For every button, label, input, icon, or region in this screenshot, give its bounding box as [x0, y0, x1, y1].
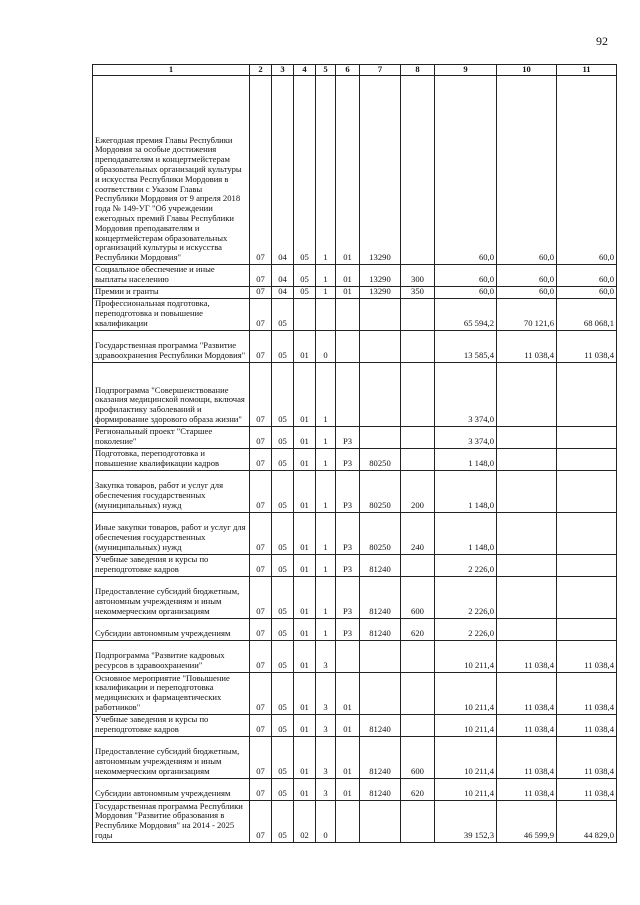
- value-cell-col-4: 02: [294, 800, 316, 842]
- value-cell-col-8: 600: [401, 736, 435, 778]
- table-row: [93, 618, 617, 640]
- value-cell-col-11: 44 829,0: [557, 800, 617, 842]
- value-cell-col-7: 81240: [360, 554, 401, 576]
- row-name-cell: Профессиональная подготовка, переподготовка и повышение квалификации: [93, 298, 250, 330]
- value-cell-col-3: 04: [272, 76, 294, 265]
- value-cell-col-4: 01: [294, 714, 316, 736]
- value-cell-col-5: 1: [316, 618, 336, 640]
- value-cell-col-8: [401, 76, 435, 265]
- value-cell-col-6: P3: [336, 618, 360, 640]
- value-cell-col-8: [401, 362, 435, 426]
- column-header-9: 9: [435, 65, 497, 76]
- value-cell-col-7: 13290: [360, 287, 401, 299]
- table-row: [93, 672, 617, 714]
- value-cell-col-10: 11 038,4: [497, 778, 557, 800]
- value-cell-col-10: [497, 576, 557, 618]
- table-header-row: [93, 65, 617, 76]
- row-name-cell: Иные закупки товаров, работ и услуг для обеспечения государственных (муниципальных) нужд: [93, 512, 250, 554]
- value-cell-col-5: 1: [316, 287, 336, 299]
- value-cell-col-5: 3: [316, 672, 336, 714]
- value-cell-col-4: [294, 298, 316, 330]
- table-row: [93, 448, 617, 470]
- value-cell-col-4: 01: [294, 470, 316, 512]
- value-cell-col-2: 07: [250, 330, 272, 362]
- row-name-cell: Учебные заведения и курсы по переподготовке кадров: [93, 554, 250, 576]
- value-cell-col-9: 65 594,2: [435, 298, 497, 330]
- value-cell-col-10: [497, 362, 557, 426]
- value-cell-col-9: 2 226,0: [435, 618, 497, 640]
- value-cell-col-2: 07: [250, 426, 272, 448]
- row-name-cell: Государственная программа Республики Мордовия "Развитие образования в Республике Мордовия" на 2014 - 2025 годы: [93, 800, 250, 842]
- value-cell-col-10: 46 599,9: [497, 800, 557, 842]
- value-cell-col-9: 10 211,4: [435, 672, 497, 714]
- value-cell-col-4: 01: [294, 330, 316, 362]
- value-cell-col-6: P3: [336, 554, 360, 576]
- column-header-4: 4: [294, 65, 316, 76]
- value-cell-col-6: 01: [336, 265, 360, 287]
- value-cell-col-3: 04: [272, 265, 294, 287]
- value-cell-col-4: 01: [294, 640, 316, 672]
- value-cell-col-5: 1: [316, 448, 336, 470]
- value-cell-col-5: 1: [316, 470, 336, 512]
- value-cell-col-9: 39 152,3: [435, 800, 497, 842]
- column-header-1: 1: [93, 65, 250, 76]
- value-cell-col-6: P3: [336, 576, 360, 618]
- value-cell-col-9: 3 374,0: [435, 362, 497, 426]
- row-name-cell: Государственная программа "Развитие здравоохранения Республики Мордовия": [93, 330, 250, 362]
- value-cell-col-2: 07: [250, 470, 272, 512]
- value-cell-col-8: [401, 448, 435, 470]
- value-cell-col-9: 10 211,4: [435, 736, 497, 778]
- value-cell-col-2: 07: [250, 714, 272, 736]
- value-cell-col-6: P3: [336, 470, 360, 512]
- value-cell-col-11: 11 038,4: [557, 714, 617, 736]
- value-cell-col-9: 1 148,0: [435, 512, 497, 554]
- value-cell-col-3: 05: [272, 714, 294, 736]
- table-row: [93, 76, 617, 265]
- value-cell-col-2: 07: [250, 265, 272, 287]
- value-cell-col-3: 05: [272, 426, 294, 448]
- table-row: [93, 362, 617, 426]
- value-cell-col-2: 07: [250, 362, 272, 426]
- value-cell-col-10: 11 038,4: [497, 640, 557, 672]
- value-cell-col-5: 3: [316, 640, 336, 672]
- value-cell-col-5: 1: [316, 76, 336, 265]
- row-name-cell: Подпрограмма "Совершенствование оказания медицинской помощи, включая профилактику заболеваний и формирование здорового образа жизни": [93, 362, 250, 426]
- value-cell-col-7: [360, 330, 401, 362]
- value-cell-col-2: 07: [250, 672, 272, 714]
- value-cell-col-7: [360, 640, 401, 672]
- value-cell-col-5: 1: [316, 265, 336, 287]
- column-header-10: 10: [497, 65, 557, 76]
- row-name-cell: Субсидии автономным учреждениям: [93, 618, 250, 640]
- row-name-cell: Социальное обеспечение и иные выплаты населению: [93, 265, 250, 287]
- table-row: [93, 470, 617, 512]
- row-name-cell: Премии и гранты: [93, 287, 250, 299]
- value-cell-col-2: 07: [250, 287, 272, 299]
- value-cell-col-2: 07: [250, 512, 272, 554]
- table-row: [93, 554, 617, 576]
- value-cell-col-4: 01: [294, 554, 316, 576]
- value-cell-col-6: P3: [336, 426, 360, 448]
- value-cell-col-3: 05: [272, 736, 294, 778]
- value-cell-col-9: 60,0: [435, 76, 497, 265]
- value-cell-col-10: [497, 426, 557, 448]
- value-cell-col-8: [401, 330, 435, 362]
- value-cell-col-4: 01: [294, 576, 316, 618]
- value-cell-col-2: 07: [250, 640, 272, 672]
- value-cell-col-4: 05: [294, 287, 316, 299]
- row-name-cell: Предоставление субсидий бюджетным, автономным учреждениям и иным некоммерческим организациям: [93, 576, 250, 618]
- value-cell-col-5: 3: [316, 778, 336, 800]
- value-cell-col-6: 01: [336, 76, 360, 265]
- column-header-5: 5: [316, 65, 336, 76]
- row-name-cell: Предоставление субсидий бюджетным, автономным учреждениям и иным некоммерческим организациям: [93, 736, 250, 778]
- column-header-2: 2: [250, 65, 272, 76]
- value-cell-col-6: [336, 330, 360, 362]
- value-cell-col-9: 10 211,4: [435, 640, 497, 672]
- value-cell-col-7: [360, 672, 401, 714]
- value-cell-col-9: 13 585,4: [435, 330, 497, 362]
- value-cell-col-8: 620: [401, 778, 435, 800]
- value-cell-col-6: 01: [336, 287, 360, 299]
- value-cell-col-11: 60,0: [557, 265, 617, 287]
- value-cell-col-3: 05: [272, 448, 294, 470]
- value-cell-col-10: 11 038,4: [497, 672, 557, 714]
- value-cell-col-8: 200: [401, 470, 435, 512]
- value-cell-col-2: 07: [250, 576, 272, 618]
- value-cell-col-7: 13290: [360, 265, 401, 287]
- value-cell-col-3: 05: [272, 618, 294, 640]
- value-cell-col-9: 2 226,0: [435, 576, 497, 618]
- value-cell-col-4: 01: [294, 362, 316, 426]
- value-cell-col-5: [316, 298, 336, 330]
- value-cell-col-4: 05: [294, 76, 316, 265]
- value-cell-col-3: 05: [272, 362, 294, 426]
- value-cell-col-4: 01: [294, 778, 316, 800]
- column-header-3: 3: [272, 65, 294, 76]
- value-cell-col-8: [401, 714, 435, 736]
- value-cell-col-10: 11 038,4: [497, 736, 557, 778]
- value-cell-col-3: 05: [272, 554, 294, 576]
- value-cell-col-9: 1 148,0: [435, 448, 497, 470]
- value-cell-col-2: 07: [250, 76, 272, 265]
- value-cell-col-11: [557, 554, 617, 576]
- value-cell-col-7: 80250: [360, 512, 401, 554]
- table-row: [93, 265, 617, 287]
- value-cell-col-8: [401, 672, 435, 714]
- row-name-cell: Закупка товаров, работ и услуг для обеспечения государственных (муниципальных) нужд: [93, 470, 250, 512]
- table-body: [93, 76, 617, 843]
- value-cell-col-4: 01: [294, 618, 316, 640]
- value-cell-col-2: 07: [250, 554, 272, 576]
- value-cell-col-10: [497, 448, 557, 470]
- value-cell-col-8: [401, 554, 435, 576]
- row-name-cell: Ежегодная премия Главы Республики Мордовия за особые достижения преподавателям и концертмейстерам образовательных организаций культуры и искусства Республики Мордовия в соответствии с Указом Главы Республики Мордовия от 9 апреля 2018 года № 149-УГ "Об учреждении ежегодных премий Главы Республики Мордовия преподавателям и концертмейстерам образовательных организаций культуры и искусства Республики Мордовия": [93, 76, 250, 265]
- value-cell-col-7: 81240: [360, 736, 401, 778]
- value-cell-col-2: 07: [250, 736, 272, 778]
- value-cell-col-8: 240: [401, 512, 435, 554]
- value-cell-col-10: [497, 512, 557, 554]
- value-cell-col-10: 70 121,6: [497, 298, 557, 330]
- value-cell-col-11: [557, 470, 617, 512]
- value-cell-col-3: 04: [272, 287, 294, 299]
- value-cell-col-7: [360, 362, 401, 426]
- value-cell-col-9: 1 148,0: [435, 470, 497, 512]
- value-cell-col-4: 01: [294, 448, 316, 470]
- value-cell-col-11: 11 038,4: [557, 736, 617, 778]
- table-row: [93, 287, 617, 299]
- value-cell-col-11: 68 068,1: [557, 298, 617, 330]
- value-cell-col-8: 300: [401, 265, 435, 287]
- value-cell-col-4: 01: [294, 426, 316, 448]
- value-cell-col-9: 10 211,4: [435, 714, 497, 736]
- row-name-cell: Основное мероприятие "Повышение квалификации и переподготовка медицинских и фармацевтических работников": [93, 672, 250, 714]
- page-number: 92: [596, 34, 608, 48]
- value-cell-col-3: 05: [272, 672, 294, 714]
- value-cell-col-11: [557, 512, 617, 554]
- value-cell-col-5: 1: [316, 554, 336, 576]
- value-cell-col-11: 60,0: [557, 287, 617, 299]
- value-cell-col-7: 80250: [360, 448, 401, 470]
- value-cell-col-10: 60,0: [497, 76, 557, 265]
- value-cell-col-4: 01: [294, 672, 316, 714]
- value-cell-col-6: P3: [336, 512, 360, 554]
- value-cell-col-5: 3: [316, 714, 336, 736]
- value-cell-col-7: 80250: [360, 470, 401, 512]
- value-cell-col-3: 05: [272, 470, 294, 512]
- table-row: [93, 640, 617, 672]
- value-cell-col-7: [360, 800, 401, 842]
- value-cell-col-5: 0: [316, 330, 336, 362]
- column-header-7: 7: [360, 65, 401, 76]
- value-cell-col-11: [557, 618, 617, 640]
- value-cell-col-2: 07: [250, 298, 272, 330]
- value-cell-col-7: 81240: [360, 618, 401, 640]
- table-row: [93, 800, 617, 842]
- value-cell-col-3: 05: [272, 778, 294, 800]
- value-cell-col-3: 05: [272, 512, 294, 554]
- value-cell-col-8: [401, 426, 435, 448]
- value-cell-col-4: 05: [294, 265, 316, 287]
- column-header-8: 8: [401, 65, 435, 76]
- value-cell-col-6: [336, 362, 360, 426]
- value-cell-col-10: 11 038,4: [497, 330, 557, 362]
- value-cell-col-6: 01: [336, 778, 360, 800]
- table-row: [93, 298, 617, 330]
- budget-table: [92, 64, 617, 843]
- table-row: [93, 576, 617, 618]
- value-cell-col-10: 11 038,4: [497, 714, 557, 736]
- value-cell-col-6: [336, 640, 360, 672]
- value-cell-col-9: 60,0: [435, 287, 497, 299]
- row-name-cell: Подпрограмма "Развитие кадровых ресурсов в здравоохранении": [93, 640, 250, 672]
- value-cell-col-4: 01: [294, 736, 316, 778]
- value-cell-col-10: [497, 618, 557, 640]
- value-cell-col-8: [401, 298, 435, 330]
- value-cell-col-11: 11 038,4: [557, 778, 617, 800]
- value-cell-col-5: 3: [316, 736, 336, 778]
- value-cell-col-7: 81240: [360, 714, 401, 736]
- value-cell-col-4: 01: [294, 512, 316, 554]
- table-row: [93, 512, 617, 554]
- value-cell-col-7: [360, 426, 401, 448]
- value-cell-col-10: [497, 554, 557, 576]
- value-cell-col-6: 01: [336, 736, 360, 778]
- value-cell-col-9: 60,0: [435, 265, 497, 287]
- row-name-cell: Региональный проект "Старшее поколение": [93, 426, 250, 448]
- value-cell-col-2: 07: [250, 800, 272, 842]
- value-cell-col-11: [557, 426, 617, 448]
- value-cell-col-5: 1: [316, 362, 336, 426]
- value-cell-col-3: 05: [272, 298, 294, 330]
- table-row: [93, 778, 617, 800]
- value-cell-col-6: P3: [336, 448, 360, 470]
- value-cell-col-7: 81240: [360, 576, 401, 618]
- value-cell-col-7: 81240: [360, 778, 401, 800]
- value-cell-col-3: 05: [272, 330, 294, 362]
- value-cell-col-11: 11 038,4: [557, 640, 617, 672]
- value-cell-col-6: 01: [336, 714, 360, 736]
- value-cell-col-6: [336, 800, 360, 842]
- value-cell-col-11: [557, 448, 617, 470]
- value-cell-col-8: 620: [401, 618, 435, 640]
- value-cell-col-11: 11 038,4: [557, 330, 617, 362]
- value-cell-col-2: 07: [250, 778, 272, 800]
- column-header-11: 11: [557, 65, 617, 76]
- value-cell-col-8: [401, 800, 435, 842]
- value-cell-col-8: 350: [401, 287, 435, 299]
- table-row: [93, 736, 617, 778]
- value-cell-col-3: 05: [272, 640, 294, 672]
- value-cell-col-11: [557, 362, 617, 426]
- row-name-cell: Учебные заведения и курсы по переподготовке кадров: [93, 714, 250, 736]
- value-cell-col-8: [401, 640, 435, 672]
- value-cell-col-5: 1: [316, 576, 336, 618]
- value-cell-col-8: 600: [401, 576, 435, 618]
- value-cell-col-3: 05: [272, 800, 294, 842]
- value-cell-col-9: 3 374,0: [435, 426, 497, 448]
- value-cell-col-9: 10 211,4: [435, 778, 497, 800]
- value-cell-col-10: [497, 470, 557, 512]
- value-cell-col-5: 1: [316, 426, 336, 448]
- value-cell-col-2: 07: [250, 618, 272, 640]
- value-cell-col-2: 07: [250, 448, 272, 470]
- value-cell-col-10: 60,0: [497, 265, 557, 287]
- value-cell-col-11: 11 038,4: [557, 672, 617, 714]
- row-name-cell: Подготовка, переподготовка и повышение квалификации кадров: [93, 448, 250, 470]
- value-cell-col-7: [360, 298, 401, 330]
- table-row: [93, 330, 617, 362]
- value-cell-col-5: 1: [316, 512, 336, 554]
- value-cell-col-9: 2 226,0: [435, 554, 497, 576]
- row-name-cell: Субсидии автономным учреждениям: [93, 778, 250, 800]
- table-row: [93, 426, 617, 448]
- value-cell-col-5: 0: [316, 800, 336, 842]
- value-cell-col-11: [557, 576, 617, 618]
- value-cell-col-6: 01: [336, 672, 360, 714]
- value-cell-col-3: 05: [272, 576, 294, 618]
- table-row: [93, 714, 617, 736]
- value-cell-col-10: 60,0: [497, 287, 557, 299]
- value-cell-col-7: 13290: [360, 76, 401, 265]
- value-cell-col-11: 60,0: [557, 76, 617, 265]
- value-cell-col-6: [336, 298, 360, 330]
- column-header-6: 6: [336, 65, 360, 76]
